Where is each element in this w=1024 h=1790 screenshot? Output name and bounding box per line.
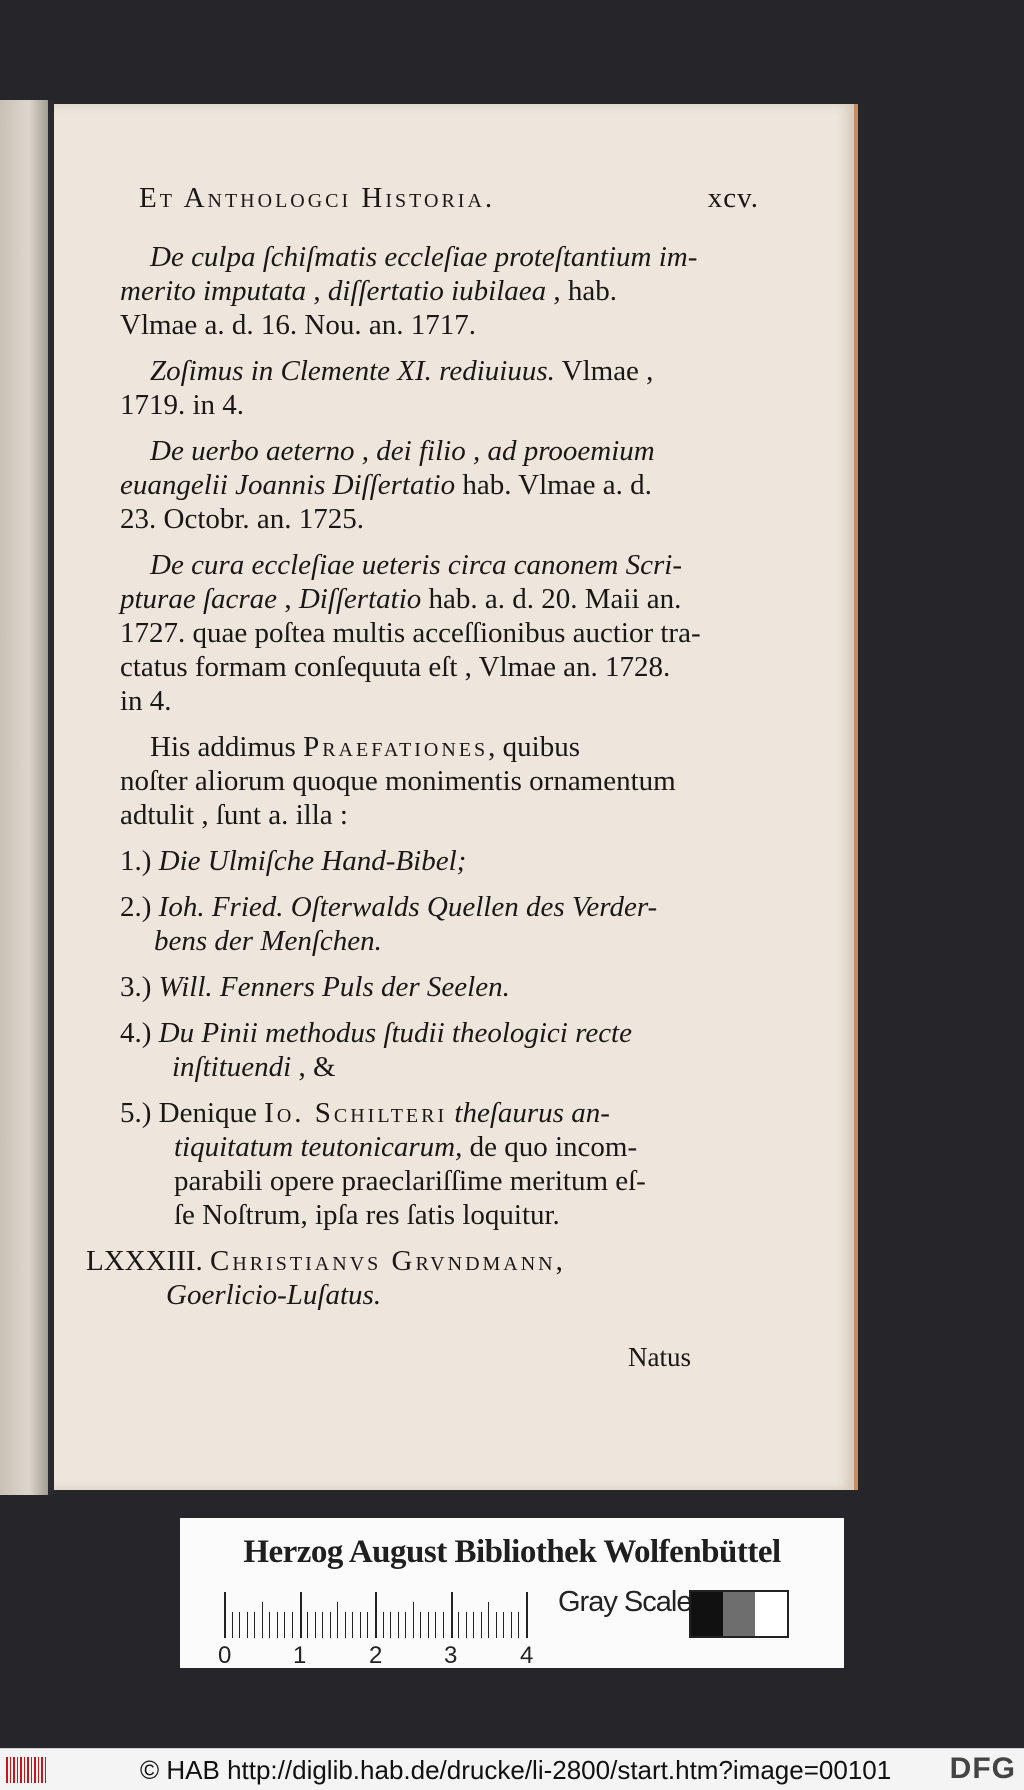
text-line bbox=[120, 764, 676, 798]
text-segment: hab. Vlmae a. d. bbox=[455, 469, 652, 501]
scale-card bbox=[180, 1518, 844, 1668]
ruler-tick bbox=[345, 1612, 346, 1638]
text-line bbox=[174, 1198, 560, 1232]
gray-swatch bbox=[755, 1592, 787, 1636]
running-head-title: Et Anthologci Historia. bbox=[139, 182, 496, 214]
text-segment: in 4. bbox=[120, 685, 172, 717]
text-segment: De cura eccleſiae ueteris circa canonem Scri- bbox=[150, 549, 682, 581]
text-segment: Vlmae , bbox=[554, 355, 654, 387]
ruler-tick bbox=[496, 1612, 497, 1638]
ruler-tick bbox=[239, 1612, 240, 1638]
ruler-tick bbox=[307, 1612, 308, 1638]
text-line bbox=[154, 924, 382, 958]
ruler-number-1: 1 bbox=[293, 1642, 307, 1669]
copyright-link[interactable]: © HAB http://diglib.hab.de/drucke/li-2800/start.htm?image=00101 bbox=[140, 1755, 892, 1785]
text-segment: 1719. in 4. bbox=[120, 389, 245, 421]
text-segment: 4.) bbox=[120, 1017, 159, 1049]
gray-swatch bbox=[723, 1592, 755, 1636]
dfg-logo: DFG bbox=[949, 1752, 1016, 1785]
ruler-tick bbox=[254, 1612, 255, 1638]
text-segment: adtulit , ſunt a. illa : bbox=[120, 799, 348, 831]
text-segment: tiquitatum teutonicarum, bbox=[174, 1131, 463, 1163]
gray-scale-swatches bbox=[689, 1590, 789, 1638]
text-segment: pturae ſacrae bbox=[120, 583, 278, 615]
ruler-tick bbox=[435, 1612, 436, 1638]
ruler-tick bbox=[315, 1612, 316, 1638]
text-line bbox=[120, 650, 670, 684]
text-segment: 3.) bbox=[120, 971, 159, 1003]
ruler-tick bbox=[337, 1602, 338, 1638]
text-segment: Io. Schilteri bbox=[264, 1097, 448, 1129]
text-segment: inſtituendi bbox=[172, 1051, 292, 1083]
text-segment: , bbox=[277, 583, 299, 615]
ruler-tick bbox=[451, 1592, 453, 1638]
text-segment: 5.) Denique bbox=[120, 1097, 265, 1129]
ruler-tick bbox=[398, 1612, 399, 1638]
ruler-number-3: 3 bbox=[444, 1642, 458, 1669]
folio-number: xcv. bbox=[707, 182, 759, 214]
ruler-tick bbox=[466, 1612, 467, 1638]
text-segment: parabili opere praeclariſſime meritum eſ- bbox=[174, 1165, 646, 1197]
scanned-page bbox=[54, 104, 854, 1490]
text-line bbox=[120, 502, 364, 536]
text-segment: noſter aliorum quoque monimentis ornamentum bbox=[120, 765, 676, 797]
library-name: Herzog August Bibliothek Wolfenbüttel bbox=[243, 1534, 781, 1570]
footer-bar bbox=[0, 1748, 1024, 1790]
text-segment: Die Ulmiſche Hand-Bibel; bbox=[158, 845, 467, 877]
text-segment: diſſertatio iubilaea bbox=[327, 275, 547, 307]
gray-scale-label: Gray Scale bbox=[558, 1586, 692, 1618]
text-line bbox=[120, 582, 681, 616]
text-line bbox=[166, 1278, 381, 1312]
text-segment: , & bbox=[291, 1051, 336, 1083]
text-line bbox=[120, 616, 701, 650]
text-segment: de quo incom- bbox=[462, 1131, 638, 1163]
text-segment: ctatus formam conſequuta eſt , Vlmae an. 1728. bbox=[120, 651, 671, 683]
ruler-tick bbox=[420, 1612, 421, 1638]
ruler-tick bbox=[518, 1612, 519, 1638]
text-segment: bens der Menſchen. bbox=[154, 925, 382, 957]
ruler-tick bbox=[383, 1612, 384, 1638]
ruler-number-4: 4 bbox=[520, 1642, 534, 1669]
text-segment: Will. Fenners Puls der Seelen. bbox=[158, 971, 510, 1003]
ruler-tick bbox=[284, 1612, 285, 1638]
text-segment: theſaurus an- bbox=[454, 1097, 610, 1129]
gray-swatch bbox=[691, 1592, 723, 1636]
previous-page-edge bbox=[0, 100, 48, 1495]
text-segment: Praefationes bbox=[303, 731, 489, 763]
running-head bbox=[139, 182, 759, 215]
text-segment: hab. a. d. 20. Maii an. bbox=[421, 583, 682, 615]
text-segment: De uerbo aeterno , dei filio , ad prooemium bbox=[150, 435, 655, 467]
text-line bbox=[120, 274, 617, 308]
ruler-tick bbox=[277, 1612, 278, 1638]
text-line bbox=[120, 1096, 610, 1130]
ruler-tick bbox=[413, 1602, 414, 1638]
text-segment: LXXXIII. bbox=[86, 1245, 211, 1277]
ruler-tick bbox=[390, 1612, 391, 1638]
ruler-tick bbox=[247, 1612, 248, 1638]
ruler-scale bbox=[224, 1588, 536, 1638]
ruler-tick bbox=[503, 1612, 504, 1638]
text-segment: Du Pinii methodus ſtudii theologici recte bbox=[158, 1017, 632, 1049]
text-segment: 23. Octobr. an. 1725. bbox=[120, 503, 365, 535]
ruler-tick bbox=[526, 1592, 528, 1638]
ruler-tick bbox=[511, 1612, 512, 1638]
text-segment: Christianvs Grvndmann, bbox=[210, 1245, 566, 1277]
ruler-tick bbox=[375, 1592, 377, 1638]
text-segment: Zoſimus in Clemente XI. rediuiuus. bbox=[150, 355, 555, 387]
text-segment: 1.) bbox=[120, 845, 159, 877]
text-line bbox=[172, 1050, 336, 1084]
ruler-tick bbox=[367, 1612, 368, 1638]
text-line bbox=[120, 970, 510, 1004]
text-segment: 2.) bbox=[120, 891, 159, 923]
ruler-tick bbox=[458, 1612, 459, 1638]
ruler-tick bbox=[224, 1592, 226, 1638]
text-segment: euangelii Joannis Diſſertatio bbox=[120, 469, 456, 501]
text-line bbox=[120, 684, 172, 718]
catchword: Natus bbox=[628, 1342, 691, 1372]
ruler-tick bbox=[443, 1612, 444, 1638]
text-segment: , quibus bbox=[488, 731, 581, 763]
text-line bbox=[120, 1016, 632, 1050]
text-line bbox=[174, 1130, 637, 1164]
text-segment: 1727. quae poſtea multis acceſſionibus auctior tra- bbox=[120, 617, 701, 649]
text-segment: , bbox=[306, 275, 328, 307]
ruler-number-2: 2 bbox=[369, 1642, 383, 1669]
text-segment: His addimus bbox=[150, 731, 304, 763]
ruler-tick bbox=[300, 1592, 302, 1638]
text-segment: Vlmae a. d. 16. Nou. an. 1717. bbox=[120, 309, 476, 341]
text-segment: Goerlicio-Luſatus. bbox=[166, 1279, 382, 1311]
barcode-icon bbox=[6, 1757, 46, 1783]
ruler-tick bbox=[405, 1612, 406, 1638]
text-line bbox=[120, 308, 476, 342]
text-line bbox=[120, 890, 657, 924]
ruler-tick bbox=[352, 1612, 353, 1638]
text-segment: ſe Noſtrum, ipſa res ſatis loquitur. bbox=[174, 1199, 560, 1231]
ruler-tick bbox=[360, 1612, 361, 1638]
text-line bbox=[120, 468, 652, 502]
text-segment: , hab. bbox=[546, 275, 618, 307]
text-line bbox=[120, 844, 466, 878]
text-line bbox=[150, 240, 697, 274]
text-segment: Ioh. Fried. Oſterwalds Quellen des Verder- bbox=[158, 891, 658, 923]
ruler-number-0: 0 bbox=[218, 1642, 232, 1669]
ruler-tick bbox=[292, 1612, 293, 1638]
text-line bbox=[150, 730, 580, 764]
ruler-tick bbox=[473, 1612, 474, 1638]
text-line bbox=[120, 798, 348, 832]
ruler-tick bbox=[488, 1602, 489, 1638]
text-segment: Diſſertatio bbox=[298, 583, 422, 615]
text-line bbox=[120, 388, 244, 422]
text-line bbox=[150, 434, 655, 468]
text-line bbox=[150, 548, 682, 582]
text-line bbox=[150, 354, 653, 388]
text-segment: De culpa ſchiſmatis eccleſiae proteſtantium im- bbox=[150, 241, 698, 273]
ruler-tick bbox=[428, 1612, 429, 1638]
text-segment: merito imputata bbox=[120, 275, 307, 307]
ruler-tick bbox=[232, 1612, 233, 1638]
ruler-tick bbox=[481, 1612, 482, 1638]
text-line bbox=[174, 1164, 646, 1198]
ruler-tick bbox=[262, 1602, 263, 1638]
ruler-tick bbox=[322, 1612, 323, 1638]
ruler-tick bbox=[330, 1612, 331, 1638]
ruler-tick bbox=[269, 1612, 270, 1638]
text-line bbox=[86, 1244, 566, 1278]
